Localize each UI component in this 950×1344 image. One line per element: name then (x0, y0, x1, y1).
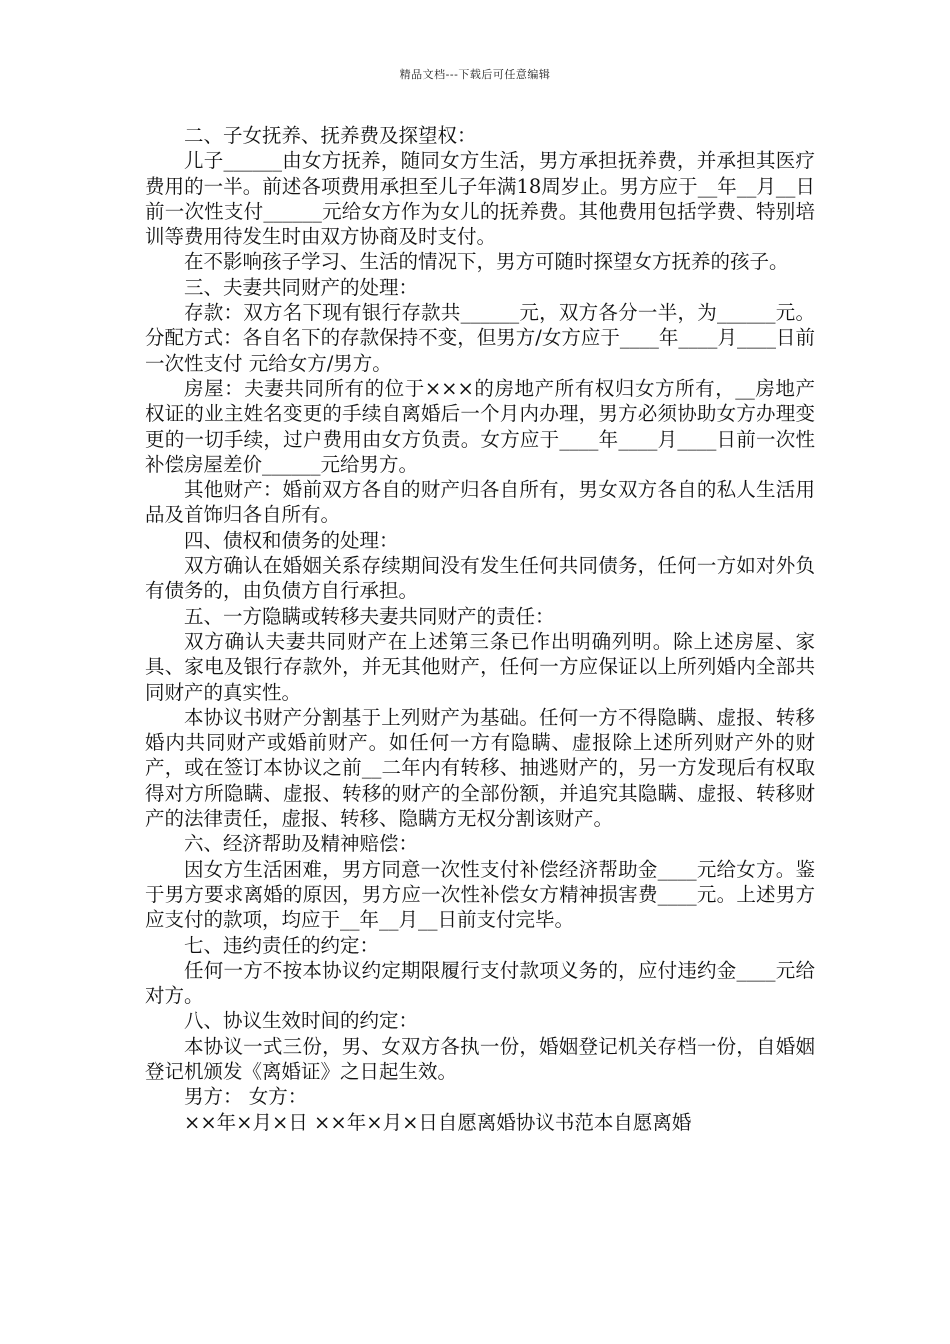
section-heading-breach: 七、违约责任的约定： (184, 933, 380, 957)
paragraph-property-confirmation: 双方确认夫妻共同财产在上述第三条已作出明确列明。除上述房屋、家具、家电及银行存款外，并无其他财产，任何一方应保证以上所列婚内全部共同财产的真实性。 (145, 629, 815, 704)
section-heading-compensation: 六、经济帮助及精神赔偿： (184, 832, 419, 856)
section-heading-concealment: 五、一方隐瞒或转移夫妻共同财产的责任： (184, 604, 555, 628)
document-body (145, 123, 815, 1135)
header-note: 精品文档---下载后可任意编辑 (399, 68, 551, 81)
paragraph-deposits: 存款：双方名下现有银行存款共______元，双方各分一半，为______元。分配方式：各自名下的存款保持不变，但男方/女方应于____年____月____日前一次性支付 元给女方/男方。 (145, 301, 815, 375)
section-heading-custody: 二、子女抚养、抚养费及探望权： (184, 124, 477, 147)
paragraph-visitation: 在不影响孩子学习、生活的情况下，男方可随时探望女方抚养的孩子。 (184, 250, 789, 274)
paragraph-custody-terms: 儿子______由女方抚养，随同女方生活，男方承担抚养费，并承担其医疗费用的一半。前述各项费用承担至儿子年满18周岁止。男方应于__年__月__日前一次性支付______元给女方作为女儿的抚养费。其他费用包括学费、特别培训等费用待发生时由双方协商及时支付。 (145, 149, 815, 249)
signature-line: 男方： 女方： (184, 1085, 308, 1109)
paragraph-other-property: 其他财产：婚前双方各自的财产归各自所有，男女双方各自的私人生活用品及首饰归各自所有。 (145, 478, 815, 527)
paragraph-effective-date: 本协议一式三份，男、女双方各执一份，婚姻登记机关存档一份，自婚姻登记机颁发《离婚证》之日起生效。 (145, 1034, 815, 1083)
section-heading-debts: 四、债权和债务的处理： (184, 528, 399, 552)
paragraph-house: 房屋：夫妻共同所有的位于×××的房地产所有权归女方所有，__房地产权证的业主姓名变更的手续自离婚后一个月内办理，男方必须协助女方办理变更的一切手续，过户费用由女方负责。女方应于____年____月____日前一次性补偿房屋差价______元给男方。 (145, 376, 815, 476)
section-heading-effective-date: 八、协议生效时间的约定： (184, 1009, 419, 1033)
section-heading-property: 三、夫妻共同财产的处理： (184, 275, 419, 299)
paragraph-compensation: 因女方生活困难，男方同意一次性支付补偿经济帮助金____元给女方。鉴于男方要求离婚的原因，男方应一次性补偿女方精神损害费____元。上述男方应支付的款项，均应于__年__月__日前支付完毕。 (145, 857, 815, 932)
paragraph-debts: 双方确认在婚姻关系存续期间没有发生任何共同债务，任何一方如对外负有债务的，由负债方自行承担。 (145, 554, 815, 603)
date-line: ××年×月×日 ××年×月×日自愿离婚协议书范本自愿离婚 (184, 1110, 692, 1134)
paragraph-concealment-liability: 本协议书财产分割基于上列财产为基础。任何一方不得隐瞒、虚报、转移婚内共同财产或婚前财产。如任何一方有隐瞒、虚报除上述所列财产外的财产，或在签订本协议之前__二年内有转移、抽逃财产的，另一方发现后有权取得对方所隐瞒、虚报、转移的财产的全部份额，并追究其隐瞒、虚报、转移财产的法律责任，虚报、转移、隐瞒方无权分割该财产。 (145, 705, 815, 831)
paragraph-breach: 任何一方不按本协议约定期限履行支付款项义务的，应付违约金____元给对方。 (145, 958, 815, 1008)
